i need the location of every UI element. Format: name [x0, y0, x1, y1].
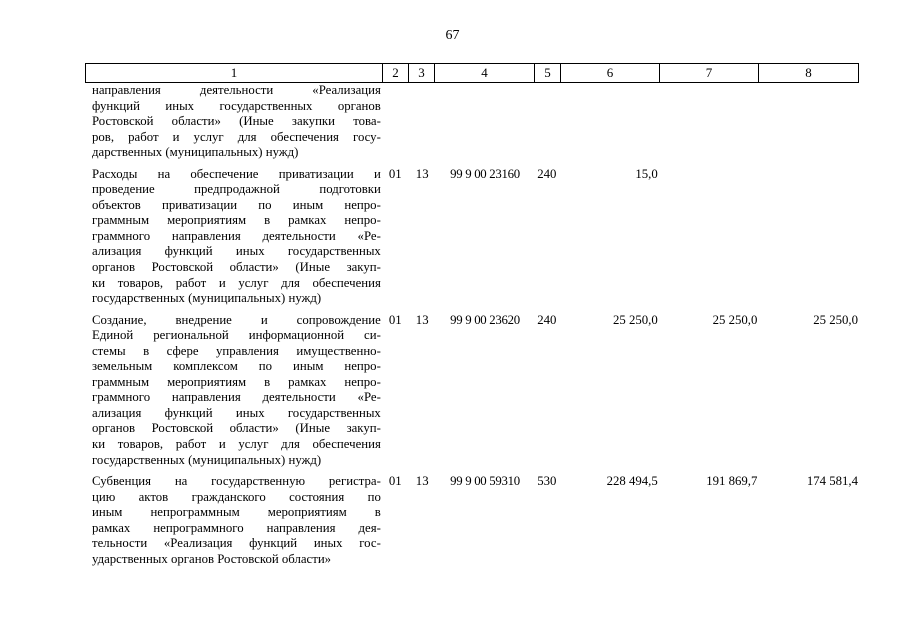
table-row: [85, 474, 862, 567]
description-line: ализация функций иных государственных: [92, 244, 381, 259]
expense-type-code: [535, 83, 562, 161]
amount-year-1: 15,0: [635, 166, 658, 181]
target-article-code: 99 9 00 23160: [450, 166, 520, 181]
description-line: иным непрограммным мероприятиям в: [92, 505, 381, 520]
amount-year-3: 25 250,0: [813, 312, 859, 327]
header-cell-1: 1: [85, 63, 383, 83]
expense-type-code: 240: [537, 166, 557, 181]
description-line: проведение предпродажной подготовки: [92, 182, 381, 197]
row-description: [92, 474, 381, 567]
description-line: стемы в сфере управления имущественно-: [92, 343, 381, 358]
description-line: граммным мероприятиям в рамках непро-: [92, 374, 381, 389]
description-line: объектов приватизации по иным непро-: [92, 197, 381, 212]
description-line: рамках непрограммного направления дея-: [92, 520, 381, 535]
description-line: Создание, внедрение и сопровождение: [92, 312, 381, 327]
description-line: дарственных (муниципальных) нужд): [92, 145, 299, 160]
description-line: органов Ростовской области» (Иные закуп-: [92, 421, 381, 436]
table-body: [85, 83, 862, 567]
page-number: 67: [445, 28, 460, 43]
header-cell-2: 2: [382, 63, 409, 83]
description-line: направления деятельности «Реализация: [92, 83, 381, 97]
amount-year-2: [662, 167, 762, 307]
row-description: [92, 83, 381, 161]
description-line: ализация функций иных государственных: [92, 405, 381, 420]
subsection-code: 13: [415, 166, 429, 181]
description-line: граммного направления деятельности «Ре-: [92, 390, 381, 405]
header-cell-6: 6: [560, 63, 660, 83]
description-line: государственных (муниципальных) нужд): [92, 291, 322, 306]
subsection-code: [408, 83, 435, 161]
section-code: 01: [388, 312, 402, 327]
target-article-code: 99 9 00 59310: [450, 474, 520, 489]
amount-year-1: [562, 83, 662, 161]
description-line: цию актов гражданского состояния по: [92, 489, 381, 504]
target-article-code: [435, 83, 536, 161]
amount-year-2: 191 869,7: [706, 474, 758, 489]
expense-type-code: 240: [537, 312, 557, 327]
description-line: ударственных органов Ростовской области»: [92, 551, 332, 566]
description-line: ров, работ и услуг для обеспечения госу-: [92, 129, 381, 144]
expense-type-code: 530: [537, 474, 557, 489]
amount-year-3: [761, 167, 862, 307]
description-line: функций иных государственных органов: [92, 98, 381, 113]
header-cell-8: 8: [758, 63, 859, 83]
amount-year-2: 25 250,0: [712, 312, 758, 327]
section-code: 01: [388, 166, 402, 181]
table-row: [85, 83, 862, 161]
amount-year-3: 174 581,4: [806, 474, 859, 489]
section-code: [381, 83, 408, 161]
description-line: Субвенция на государственную регистра-: [92, 474, 381, 489]
amount-year-3: [761, 83, 862, 161]
row-description: [92, 313, 381, 468]
description-line: ки товаров, работ и услуг для обеспечения: [92, 437, 381, 452]
description-line: земельным комплексом по иным непро-: [92, 359, 381, 374]
description-line: Единой региональной информационной си-: [92, 328, 381, 343]
description-line: государственных (муниципальных) нужд): [92, 452, 322, 467]
header-cell-7: 7: [659, 63, 759, 83]
header-cell-3: 3: [408, 63, 435, 83]
subsection-code: 13: [415, 474, 429, 489]
section-code: 01: [388, 474, 402, 489]
description-line: ки товаров, работ и услуг для обеспечения: [92, 275, 381, 290]
table-row: [85, 313, 862, 468]
table-row: [85, 167, 862, 307]
description-line: органов Ростовской области» (Иные закуп-: [92, 260, 381, 275]
header-cell-4: 4: [434, 63, 535, 83]
amount-year-1: 25 250,0: [612, 312, 658, 327]
description-line: Ростовской области» (Иные закупки това-: [92, 114, 381, 129]
subsection-code: 13: [415, 312, 429, 327]
description-line: Расходы на обеспечение приватизации и: [92, 166, 381, 181]
amount-year-1: 228 494,5: [606, 474, 658, 489]
table-header-row: [85, 63, 862, 83]
description-line: граммного направления деятельности «Ре-: [92, 228, 381, 243]
row-description: [92, 167, 381, 307]
amount-year-2: [662, 83, 762, 161]
description-line: граммным мероприятиям в рамках непро-: [92, 213, 381, 228]
target-article-code: 99 9 00 23620: [450, 312, 520, 327]
description-line: тельности «Реализация функций иных гос-: [92, 536, 381, 551]
header-cell-5: 5: [534, 63, 561, 83]
